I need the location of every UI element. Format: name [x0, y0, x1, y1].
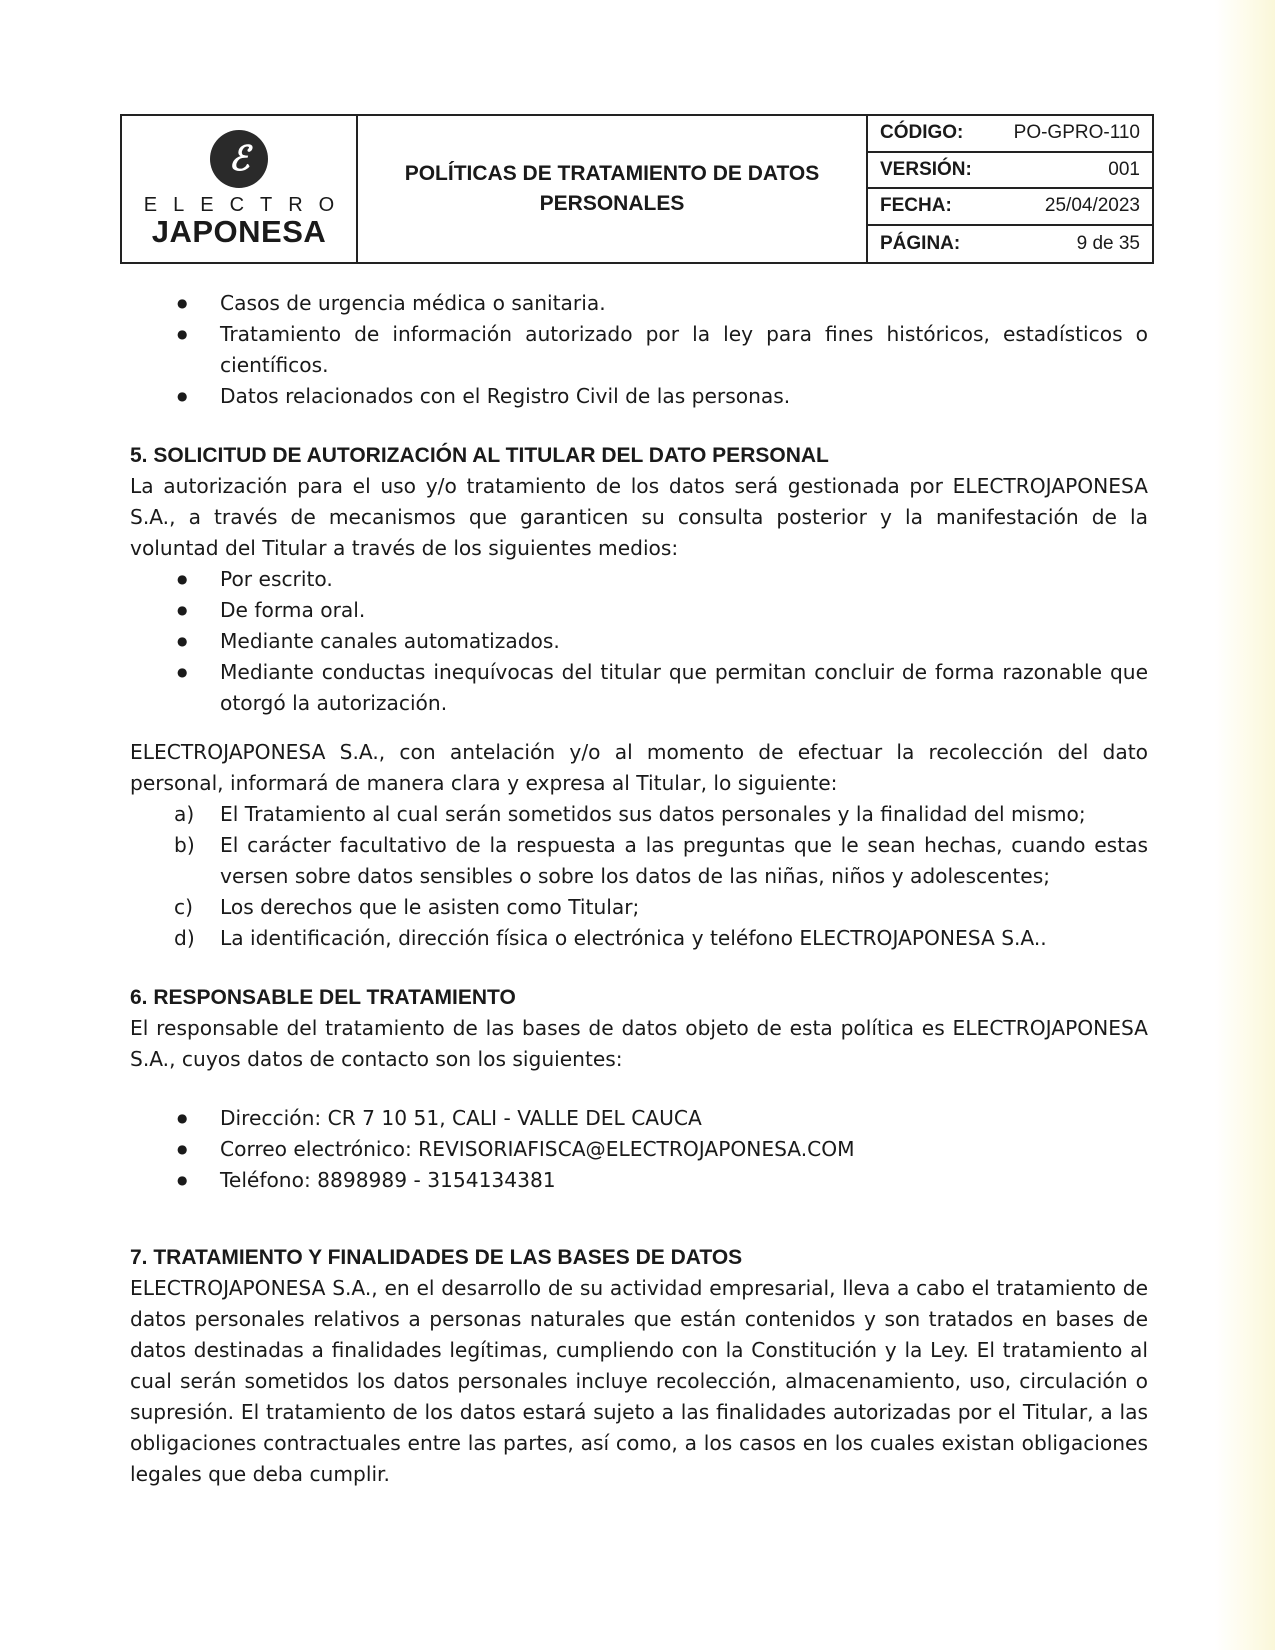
section-7-paragraph: ELECTROJAPONESA S.A., en el desarrollo de su actividad empresarial, lleva a cabo el tratamiento de datos personales relativos a personas naturales que están contenidos y son tratados en bases de datos destinadas a finalidades legítimas, cumpliendo con la Constitución y la Ley. El tratamiento al cual serán sometidos los datos personales incluye recolección, almacenamiento, uso, circulación o supresión. El tratamiento de los datos estará sujeto a las finalidades autorizadas por el Titular, a las obligaciones contractuales entre las partes, así como, a los casos en los cuales existan obligaciones legales que deba cumplir. [130, 1276, 1148, 1486]
list-item: ● Por escrito. [130, 564, 1148, 595]
meta-value: 001 [1108, 158, 1140, 180]
list-item: ● Tratamiento de información autorizado por la ley para fines históricos, estadísticos o científicos. [130, 319, 1148, 381]
meta-label: VERSIÓN: [880, 158, 972, 180]
list-item [130, 923, 1148, 954]
page-edge-tint [1215, 0, 1275, 1650]
list-marker: b) [174, 833, 195, 857]
meta-value: PO-GPRO-110 [1013, 122, 1140, 144]
list-item [130, 892, 1148, 923]
list-item: ● De forma oral. [130, 595, 1148, 626]
section-7-heading: 7. TRATAMIENTO Y FINALIDADES DE LAS BASES DE DATOS [130, 1246, 743, 1269]
meta-date [868, 189, 1152, 226]
list-item [130, 830, 1148, 892]
meta-page [868, 226, 1152, 263]
section-6-heading: 6. RESPONSABLE DEL TRATAMIENTO [130, 986, 516, 1009]
list-marker: a) [174, 802, 195, 826]
meta-value: 9 de 35 [1076, 232, 1140, 254]
logo-text-bottom: JAPONESA [151, 214, 327, 249]
list-item [130, 799, 1148, 830]
meta-label: PÁGINA: [880, 232, 961, 254]
company-logo [122, 116, 358, 262]
section-5-lettered-list [130, 799, 1148, 954]
list-item-text: Los derechos que le asisten como Titular; [220, 895, 640, 919]
list-item: ● Mediante canales automatizados. [130, 626, 1148, 657]
logo-text-top: ELECTRO [143, 194, 351, 216]
list-marker: c) [174, 895, 193, 919]
document-meta [868, 116, 1152, 262]
list-item-text: El carácter facultativo de la respuesta a las preguntas que le sean hechas, cuando estas versen sobre datos sensibles o sobre los datos de las niñas, niños y adolescentes; [220, 833, 1148, 888]
list-item: ● Casos de urgencia médica o sanitaria. [130, 288, 1148, 319]
list-item: ● Datos relacionados con el Registro Civil de las personas. [130, 381, 1148, 412]
meta-code [868, 116, 1152, 153]
section-5-bullet-list [130, 564, 1148, 719]
list-item-text: El Tratamiento al cual serán sometidos sus datos personales y la finalidad del mismo; [220, 802, 1086, 826]
section-6-contact-list [130, 1103, 1148, 1196]
section-5-paragraph: La autorización para el uso y/o tratamiento de los datos será gestionada por ELECTROJAPONESA S.A., a través de mecanismos que garanticen su consulta posterior y la manifestación de la voluntad del Titular a través de los siguientes medios: [130, 474, 1148, 560]
document-header [120, 114, 1154, 264]
document-body [130, 288, 1148, 1490]
section-5-heading: 5. SOLICITUD DE AUTORIZACIÓN AL TITULAR DEL DATO PERSONAL [130, 444, 829, 467]
list-marker: d) [174, 926, 195, 950]
contact-phone: ● Teléfono: 8898989 - 3154134381 [130, 1165, 1148, 1196]
meta-label: CÓDIGO: [880, 122, 964, 144]
list-item: ● Mediante conductas inequívocas del titular que permitan concluir de forma razonable que otorgó la autorización. [130, 657, 1148, 719]
document-title: POLÍTICAS DE TRATAMIENTO DE DATOS PERSONALES [358, 116, 868, 262]
contact-address: ● Dirección: CR 7 10 51, CALI - VALLE DEL CAUCA [130, 1103, 1148, 1134]
meta-label: FECHA: [880, 195, 952, 217]
meta-version [868, 153, 1152, 190]
logo-emblem-icon: ℰ [210, 130, 268, 188]
section-5-paragraph-2: ELECTROJAPONESA S.A., con antelación y/o al momento de efectuar la recolección del dato personal, informará de manera clara y expresa al Titular, lo siguiente: [130, 740, 1148, 795]
contact-email: ● Correo electrónico: REVISORIAFISCA@ELECTROJAPONESA.COM [130, 1134, 1148, 1165]
intro-bullet-list [130, 288, 1148, 412]
list-item-text: La identificación, dirección física o electrónica y teléfono ELECTROJAPONESA S.A.. [220, 926, 1047, 950]
meta-value: 25/04/2023 [1044, 195, 1140, 217]
section-6-paragraph: El responsable del tratamiento de las bases de datos objeto de esta política es ELECTROJAPONESA S.A., cuyos datos de contacto son los siguientes: [130, 1016, 1148, 1071]
